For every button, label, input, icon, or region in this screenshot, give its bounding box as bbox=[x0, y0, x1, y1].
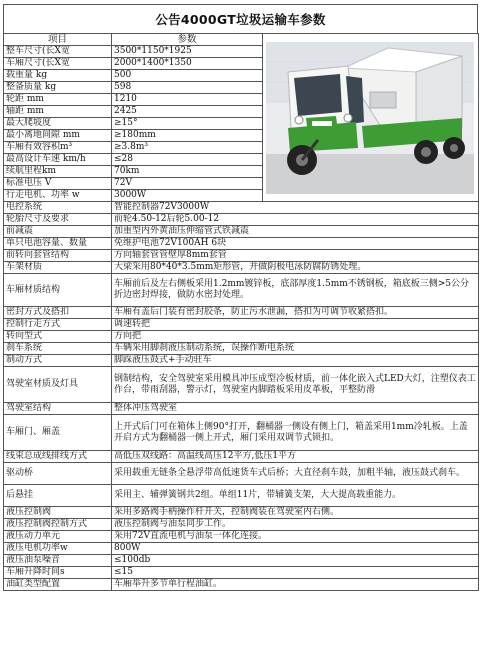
row-label: 整备质量 kg bbox=[4, 82, 112, 94]
table-header-row bbox=[4, 34, 479, 46]
row-label: 驾驶室材质及灯具 bbox=[4, 367, 112, 403]
row-value: 70km bbox=[112, 166, 263, 178]
table-row bbox=[4, 555, 479, 567]
row-label: 液压控制阀 bbox=[4, 507, 112, 519]
table-row bbox=[4, 403, 479, 415]
table-row bbox=[4, 507, 479, 519]
row-label: 整车尺寸(长X宽 bbox=[4, 46, 112, 58]
row-value: ≥180mm bbox=[112, 130, 263, 142]
row-label: 后悬挂 bbox=[4, 485, 112, 507]
row-value: 598 bbox=[112, 82, 263, 94]
table-row bbox=[4, 250, 479, 262]
row-value: 800W bbox=[112, 543, 479, 555]
table-row bbox=[4, 202, 479, 214]
page-title: 公告4000GT垃圾运输车参数 bbox=[3, 4, 478, 33]
row-label: 行走电机、功率 w bbox=[4, 190, 112, 202]
row-label: 密封方式及搭扣 bbox=[4, 307, 112, 319]
row-label: 标准电压 V bbox=[4, 178, 112, 190]
row-value: 采用多路阀手柄操作杆开关，控制阀装在驾驶室内右侧。 bbox=[112, 507, 479, 519]
row-label: 液压控制阀控制方式 bbox=[4, 519, 112, 531]
row-value: 车厢前后及左右侧板采用1.2mm镀锌板，底部厚度1.5mm不锈钢板，箱底板三侧>5公分折边密封焊接，做防水密封处理。 bbox=[112, 274, 479, 307]
table-row bbox=[4, 415, 479, 451]
header-param: 参数 bbox=[112, 34, 263, 46]
row-label: 驱动桥 bbox=[4, 463, 112, 485]
row-label: 最小离地间隙 mm bbox=[4, 130, 112, 142]
row-value: 3500*1150*1925 bbox=[112, 46, 263, 58]
row-value: 前轮4.50-12后轮5.00-12 bbox=[112, 214, 479, 226]
row-label: 车厢有效容积m³ bbox=[4, 142, 112, 154]
vehicle-photo-cell bbox=[263, 34, 479, 202]
table-row bbox=[4, 214, 479, 226]
header-item: 项目 bbox=[4, 34, 112, 46]
table-row bbox=[4, 451, 479, 463]
row-value: 车厢有盖后门装有密封胶条，防止污水泄漏，搭扣为可调节收紧搭扣。 bbox=[112, 307, 479, 319]
row-value: 车厢举升多节单行程油缸。 bbox=[112, 579, 479, 591]
table-row bbox=[4, 274, 479, 307]
row-value: 72V bbox=[112, 178, 263, 190]
spec-sheet bbox=[3, 4, 478, 666]
row-value: ≤28 bbox=[112, 154, 263, 166]
table-row bbox=[4, 579, 479, 591]
table-row bbox=[4, 238, 479, 250]
row-value: 方向把 bbox=[112, 331, 479, 343]
row-label: 轮距 mm bbox=[4, 94, 112, 106]
row-value: 2425 bbox=[112, 106, 263, 118]
row-label: 车厢尺寸(长X宽 bbox=[4, 58, 112, 70]
table-row bbox=[4, 262, 479, 274]
table-row bbox=[4, 519, 479, 531]
row-value: 液压控制阀与油泵同步工作。 bbox=[112, 519, 479, 531]
garbage-truck-image bbox=[266, 42, 474, 194]
spec-table bbox=[3, 33, 479, 591]
row-label: 前减震 bbox=[4, 226, 112, 238]
row-value: 1210 bbox=[112, 94, 263, 106]
row-label: 车架材质 bbox=[4, 262, 112, 274]
row-label: 液压油泵噪音 bbox=[4, 555, 112, 567]
row-label: 车厢材质结构 bbox=[4, 274, 112, 307]
row-label: 制动方式 bbox=[4, 355, 112, 367]
row-value: 调速转把 bbox=[112, 319, 479, 331]
table-row bbox=[4, 355, 479, 367]
row-label: 液压电机功率w bbox=[4, 543, 112, 555]
table-row bbox=[4, 226, 479, 238]
row-value: 方向轴套管管壁厚8mm套管 bbox=[112, 250, 479, 262]
table-row bbox=[4, 319, 479, 331]
row-label: 前转向套管结构 bbox=[4, 250, 112, 262]
row-value: 大梁采用80*40*3.5mm矩形管，并做阴极电泳防腐防锈处理。 bbox=[112, 262, 479, 274]
row-value: 500 bbox=[112, 70, 263, 82]
table-row bbox=[4, 343, 479, 355]
table-row bbox=[4, 543, 479, 555]
row-value: 加重型内外黄油压伸缩管式铁减震 bbox=[112, 226, 479, 238]
row-label: 最高设计车速 km/h bbox=[4, 154, 112, 166]
row-label: 油缸类型配置 bbox=[4, 579, 112, 591]
row-label: 续航里程km bbox=[4, 166, 112, 178]
table-row bbox=[4, 367, 479, 403]
row-value: ≥15° bbox=[112, 118, 263, 130]
row-value: 2000*1400*1350 bbox=[112, 58, 263, 70]
row-label: 载重量 kg bbox=[4, 70, 112, 82]
row-label: 控制行走方式 bbox=[4, 319, 112, 331]
row-value: 免维护电池72V100AH 6块 bbox=[112, 238, 479, 250]
table-row bbox=[4, 331, 479, 343]
row-value: 智能控制器72V3000W bbox=[112, 202, 479, 214]
table-row bbox=[4, 307, 479, 319]
row-label: 最大爬坡度 bbox=[4, 118, 112, 130]
table-row bbox=[4, 463, 479, 485]
row-value: 采用载重无链条全悬浮带高低速货车式后桥；大直径刹车鼓，加粗半轴，液压鼓式刹车。 bbox=[112, 463, 479, 485]
row-label: 轮胎尺寸及要求 bbox=[4, 214, 112, 226]
row-label: 液压动力单元 bbox=[4, 531, 112, 543]
row-value: 3000W bbox=[112, 190, 263, 202]
row-label: 转向型式 bbox=[4, 331, 112, 343]
row-label: 车厢升降时间s bbox=[4, 567, 112, 579]
row-label: 车厢门、厢盖 bbox=[4, 415, 112, 451]
row-value: 采用主、辅弹簧钢共2组。单组11片，带辅簧支架，大大提高载重能力。 bbox=[112, 485, 479, 507]
table-row bbox=[4, 567, 479, 579]
row-value: 整体冲压驾驶室 bbox=[112, 403, 479, 415]
row-value: 高低压双线路：高温线高压12平方,低压1平方 bbox=[112, 451, 479, 463]
row-label: 线束总成线排线方式 bbox=[4, 451, 112, 463]
row-label: 电控系统 bbox=[4, 202, 112, 214]
row-value: 脚踩液压鼓式+手动驻车 bbox=[112, 355, 479, 367]
row-value: 车辆采用脚刹液压制动系统，误操作断电系统 bbox=[112, 343, 479, 355]
row-label: 刹车系统 bbox=[4, 343, 112, 355]
row-label: 驾驶室结构 bbox=[4, 403, 112, 415]
table-row bbox=[4, 485, 479, 507]
row-value: ≥3.8m³ bbox=[112, 142, 263, 154]
row-value: ≤15 bbox=[112, 567, 479, 579]
row-label: 单只电池容量、数量 bbox=[4, 238, 112, 250]
row-label: 轴距 mm bbox=[4, 106, 112, 118]
table-row bbox=[4, 531, 479, 543]
row-value: 钢制结构，安全驾驶室采用模具冲压成型冷板材质，前一体化嵌入式LED大灯，注塑仪表工作台，带雨刮器，警示灯，驾驶室内脚踏板采用皮革板，平整防滑 bbox=[112, 367, 479, 403]
row-value: 采用72V直流电机与油泵一体化连接。 bbox=[112, 531, 479, 543]
row-value: ≤100db bbox=[112, 555, 479, 567]
row-value: 上开式后门可在箱体上侧90°打开，翻桶器一侧设有侧上门，箱盖采用1mm冷轧板。上盖开启方式为翻桶器一侧上开式，厢门采用双调节式锁扣。 bbox=[112, 415, 479, 451]
